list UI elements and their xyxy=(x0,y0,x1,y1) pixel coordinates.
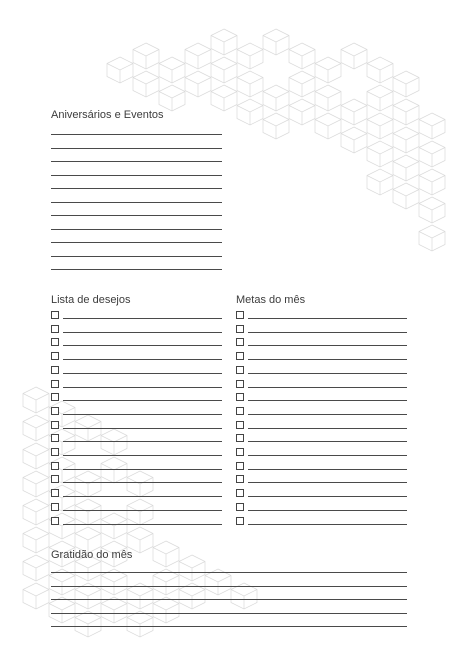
write-line[interactable] xyxy=(248,441,407,442)
write-line[interactable] xyxy=(63,332,222,333)
wishlist-item xyxy=(51,434,222,446)
event-line[interactable] xyxy=(51,256,222,257)
write-line[interactable] xyxy=(63,441,222,442)
checkbox[interactable] xyxy=(236,338,244,346)
gratitude-line[interactable] xyxy=(51,626,407,627)
write-line[interactable] xyxy=(63,359,222,360)
checkbox[interactable] xyxy=(51,352,59,360)
write-line[interactable] xyxy=(248,510,407,511)
event-line[interactable] xyxy=(51,215,222,216)
write-line[interactable] xyxy=(248,373,407,374)
checkbox[interactable] xyxy=(236,366,244,374)
write-line[interactable] xyxy=(63,469,222,470)
checkbox[interactable] xyxy=(236,503,244,511)
goal-item xyxy=(236,489,407,501)
write-line[interactable] xyxy=(248,400,407,401)
write-line[interactable] xyxy=(63,482,222,483)
checkbox[interactable] xyxy=(51,475,59,483)
event-line[interactable] xyxy=(51,229,222,230)
goal-item xyxy=(236,503,407,515)
write-line[interactable] xyxy=(63,455,222,456)
write-line[interactable] xyxy=(248,496,407,497)
checkbox[interactable] xyxy=(51,325,59,333)
wishlist-item xyxy=(51,352,222,364)
goal-item xyxy=(236,311,407,323)
checkbox[interactable] xyxy=(236,434,244,442)
write-line[interactable] xyxy=(248,414,407,415)
wishlist-item xyxy=(51,325,222,337)
goal-item xyxy=(236,421,407,433)
checkbox[interactable] xyxy=(236,311,244,319)
event-line[interactable] xyxy=(51,269,222,270)
wishlist-item xyxy=(51,448,222,460)
event-line[interactable] xyxy=(51,175,222,176)
wishlist-item xyxy=(51,489,222,501)
checkbox[interactable] xyxy=(236,325,244,333)
gratitude-line[interactable] xyxy=(51,572,407,573)
wishlist-item xyxy=(51,366,222,378)
checkbox[interactable] xyxy=(236,517,244,525)
goal-item xyxy=(236,448,407,460)
event-line[interactable] xyxy=(51,188,222,189)
write-line[interactable] xyxy=(248,359,407,360)
events-section-title: Aniversários e Eventos xyxy=(51,109,164,121)
write-line[interactable] xyxy=(63,400,222,401)
wishlist-item xyxy=(51,503,222,515)
checkbox[interactable] xyxy=(236,421,244,429)
checkbox[interactable] xyxy=(51,434,59,442)
event-line[interactable] xyxy=(51,134,222,135)
write-line[interactable] xyxy=(248,318,407,319)
wishlist-item xyxy=(51,462,222,474)
wishlist-item xyxy=(51,393,222,405)
wishlist-item xyxy=(51,338,222,350)
goal-item xyxy=(236,366,407,378)
gratitude-line[interactable] xyxy=(51,613,407,614)
checkbox[interactable] xyxy=(51,448,59,456)
write-line[interactable] xyxy=(248,455,407,456)
checkbox[interactable] xyxy=(236,352,244,360)
event-line[interactable] xyxy=(51,161,222,162)
checkbox[interactable] xyxy=(51,462,59,470)
event-line[interactable] xyxy=(51,202,222,203)
checkbox[interactable] xyxy=(236,448,244,456)
checkbox[interactable] xyxy=(51,366,59,374)
event-line[interactable] xyxy=(51,242,222,243)
goal-item xyxy=(236,434,407,446)
goal-item xyxy=(236,338,407,350)
write-line[interactable] xyxy=(248,469,407,470)
write-line[interactable] xyxy=(63,414,222,415)
wishlist-item xyxy=(51,380,222,392)
write-line[interactable] xyxy=(63,387,222,388)
write-line[interactable] xyxy=(63,510,222,511)
checkbox[interactable] xyxy=(51,421,59,429)
wishlist-item xyxy=(51,407,222,419)
goal-item xyxy=(236,462,407,474)
wishlist-item xyxy=(51,517,222,529)
checkbox[interactable] xyxy=(51,311,59,319)
write-line[interactable] xyxy=(63,496,222,497)
checkbox[interactable] xyxy=(236,407,244,415)
checkbox[interactable] xyxy=(51,503,59,511)
goal-item xyxy=(236,475,407,487)
checkbox[interactable] xyxy=(51,489,59,497)
write-line[interactable] xyxy=(248,428,407,429)
goal-item xyxy=(236,393,407,405)
goal-item xyxy=(236,517,407,529)
gratitude-line[interactable] xyxy=(51,586,407,587)
write-line[interactable] xyxy=(63,318,222,319)
write-line[interactable] xyxy=(63,345,222,346)
wishlist-item xyxy=(51,475,222,487)
write-line[interactable] xyxy=(248,332,407,333)
write-line[interactable] xyxy=(248,387,407,388)
checkbox[interactable] xyxy=(51,380,59,388)
event-line[interactable] xyxy=(51,148,222,149)
write-line[interactable] xyxy=(63,524,222,525)
write-line[interactable] xyxy=(63,428,222,429)
write-line[interactable] xyxy=(248,524,407,525)
goal-item xyxy=(236,325,407,337)
goals-section-title: Metas do mês xyxy=(236,294,306,306)
gratitude-line[interactable] xyxy=(51,599,407,600)
checkbox[interactable] xyxy=(236,393,244,401)
checkbox[interactable] xyxy=(236,475,244,483)
checkbox[interactable] xyxy=(51,517,59,525)
goal-item xyxy=(236,352,407,364)
checkbox[interactable] xyxy=(236,380,244,388)
checkbox[interactable] xyxy=(236,462,244,470)
write-line[interactable] xyxy=(248,482,407,483)
checkbox[interactable] xyxy=(51,393,59,401)
checkbox[interactable] xyxy=(51,338,59,346)
goal-item xyxy=(236,407,407,419)
checkbox[interactable] xyxy=(51,407,59,415)
write-line[interactable] xyxy=(63,373,222,374)
wishlist-item xyxy=(51,311,222,323)
checkbox[interactable] xyxy=(236,489,244,497)
gratitude-section-title: Gratidão do mês xyxy=(51,549,133,561)
wishlist-item xyxy=(51,421,222,433)
wishlist-section-title: Lista de desejos xyxy=(51,294,131,306)
goal-item xyxy=(236,380,407,392)
write-line[interactable] xyxy=(248,345,407,346)
